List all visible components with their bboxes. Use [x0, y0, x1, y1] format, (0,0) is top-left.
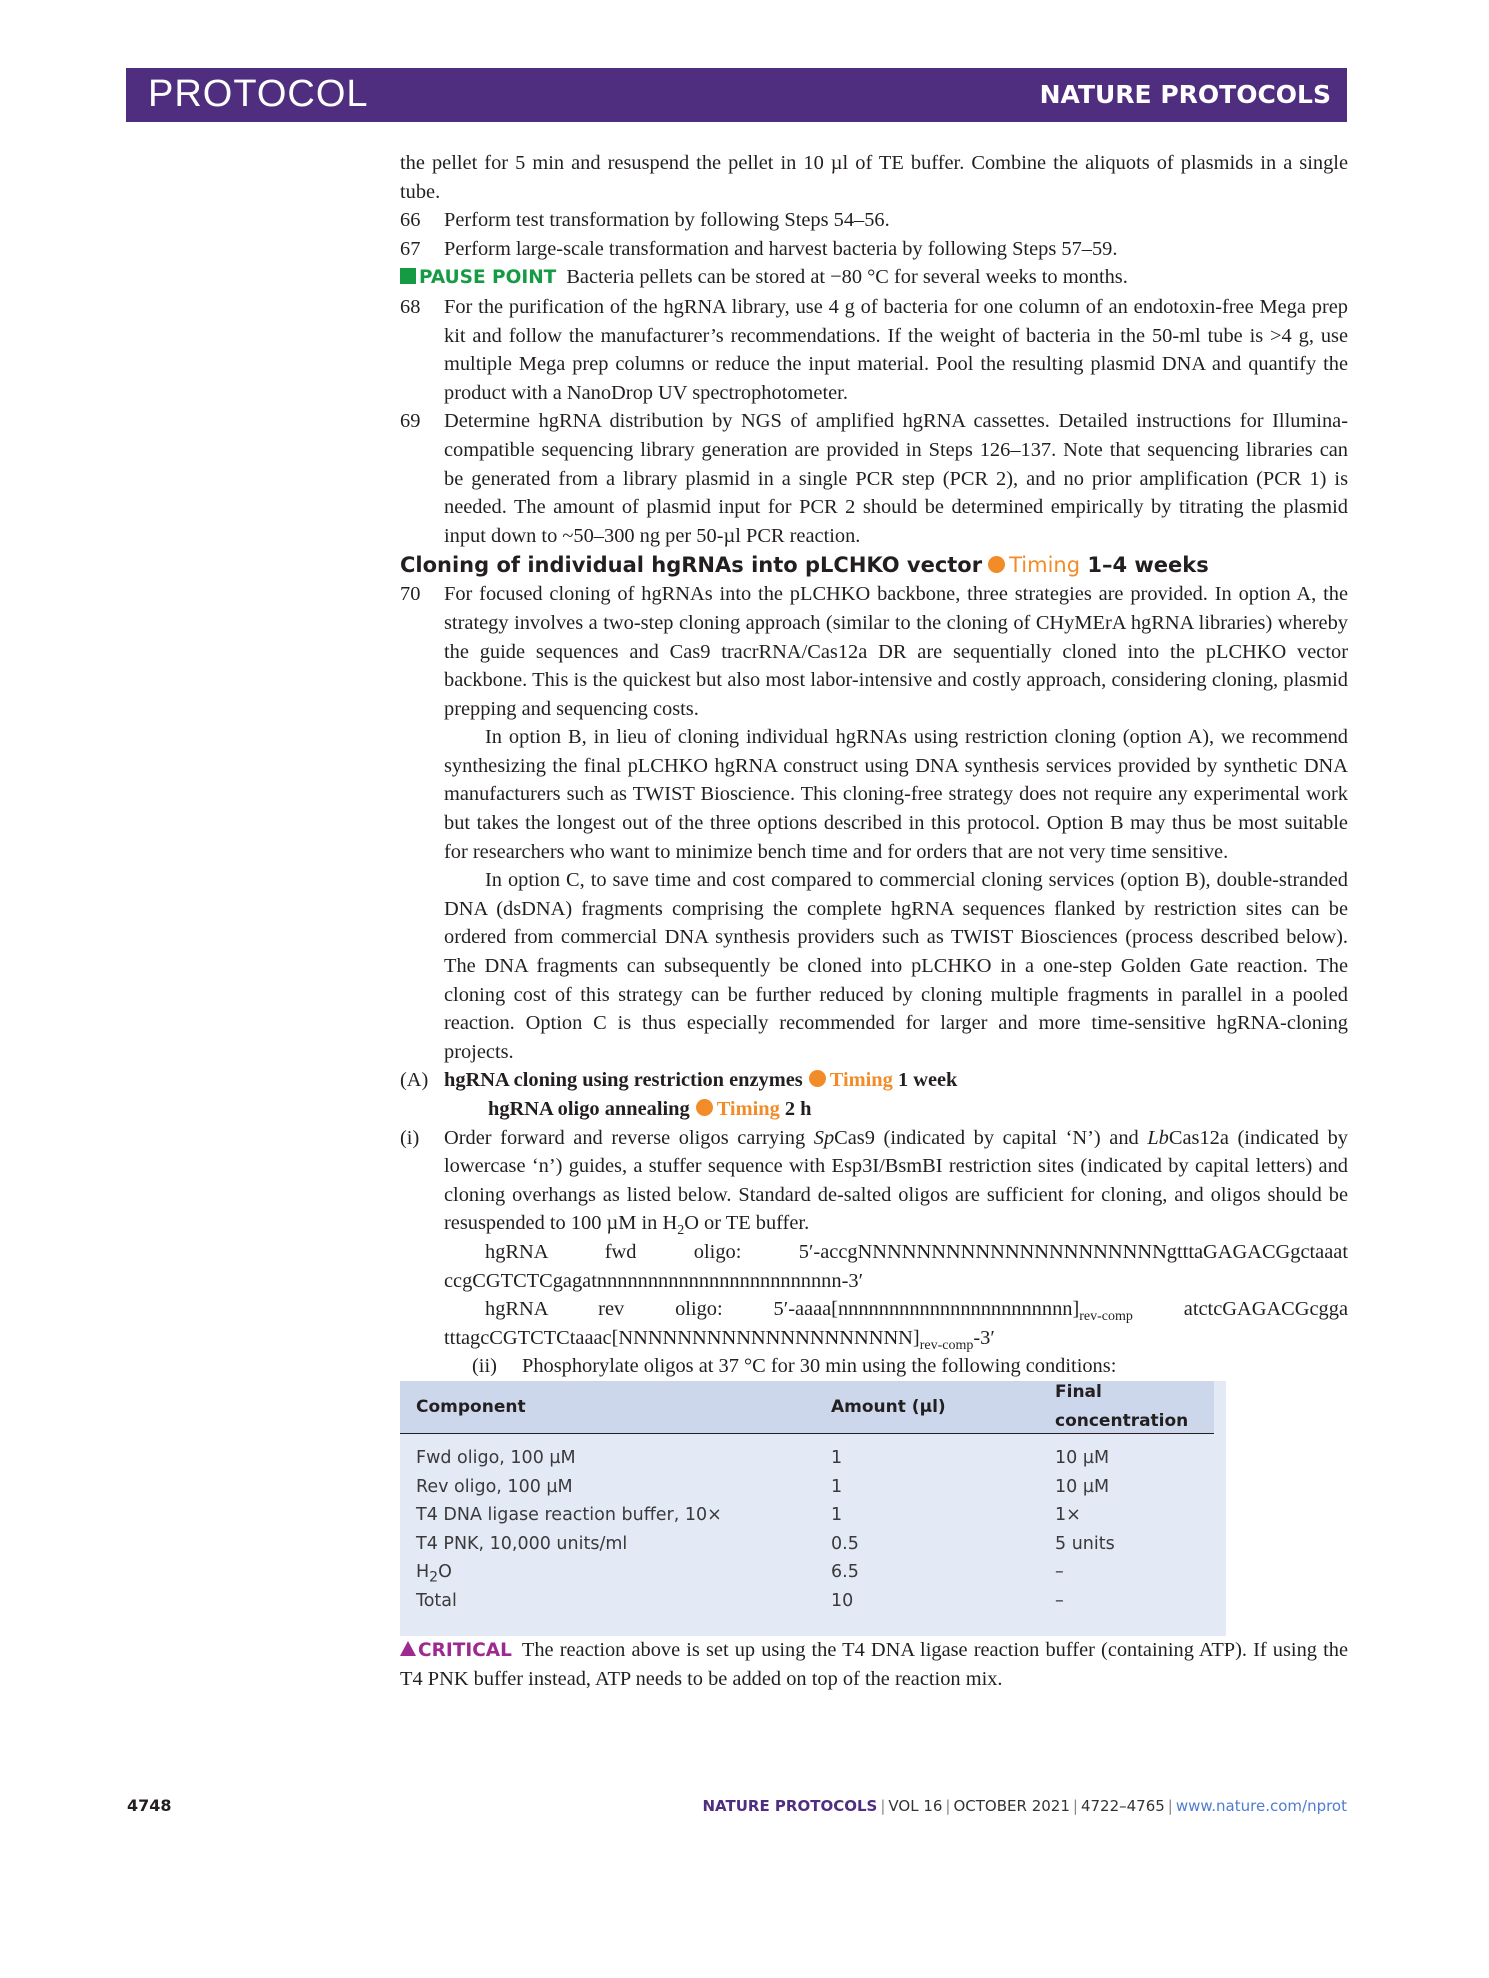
running-header — [126, 68, 1347, 122]
table-cell: 0.5 — [831, 1533, 859, 1554]
table-row — [400, 1444, 1226, 1473]
timing-label: Timing — [829, 1069, 893, 1092]
table-row — [400, 1558, 1226, 1587]
column-header: Final concentration — [1055, 1382, 1189, 1431]
table-cell: Total — [416, 1590, 457, 1611]
timing-label: Timing — [716, 1098, 780, 1120]
step-68 — [400, 293, 1348, 407]
warning-triangle-icon — [400, 1641, 416, 1656]
table-cell: Rev oligo, 100 µM — [416, 1476, 573, 1497]
roman-label: (ii) — [472, 1355, 497, 1378]
step-i-text: Order forward and reverse oligos carrying SpCas9 (indicated by capital ‘N’) and LbCas12a (indicated by lowercase ‘n’) guides, a stuffer sequence with Esp3I/BsmBI restriction sites (indicated by capital letters) and cloning overhangs as listed below. Standard de-salted oligos are sufficient for cloning, and oligos should be resuspended to 100 µM in $H_2O$ or TE buffer. — [444, 1126, 1348, 1239]
timing-dot-icon — [988, 556, 1005, 573]
table-cell: – — [1055, 1562, 1064, 1583]
step-number: 66 — [400, 209, 421, 232]
step-i — [400, 1124, 1348, 1353]
page-number: 4748 — [127, 1796, 172, 1815]
section-title: Cloning of individual hgRNAs into pLCHKO vector — [400, 553, 983, 578]
step-number: 67 — [400, 237, 421, 260]
table-cell: 10 µM — [1055, 1476, 1110, 1497]
pause-square-icon — [400, 268, 416, 284]
table-row — [400, 1473, 1226, 1502]
step-text: Determine hgRNA distribution by NGS of amplified hgRNA cassettes. Detailed instructions for Illumina-compatible sequencing library generation are provided in Steps 126–137. Note that sequencing libraries can be generated from a library plasmid in a single PCR step (PCR 2), and no prior amplification (PCR 1) is needed. The amount of plasmid input for PCR 2 should be determined empirically by titrating the plasmid input down to ~50–300 ng per 50-µl PCR reaction. — [444, 410, 1348, 547]
step-69 — [400, 407, 1348, 550]
step-number: 70 — [400, 583, 421, 606]
timing-label: Timing — [1009, 553, 1081, 578]
table-cell: 10 — [831, 1590, 854, 1611]
step-ii — [472, 1352, 1348, 1381]
paragraph-option-c: In option C, to save time and cost compared to commercial cloning services (option B), double-stranded DNA (dsDNA) fragments comprising the complete hgRNA sequences flanked by restriction sites can be ordered from commercial DNA synthesis providers such as TWIST Biosciences (process described below). The DNA fragments can subsequently be cloned into pLCHKO in a one-step Golden Gate reaction. The cloning cost of this strategy can be further reduced by cloning multiple fragments in parallel in a pooled reaction. Option C is thus especially recommended for larger and more time-sensitive hgRNA-cloning projects. — [444, 869, 1348, 1063]
main-text — [400, 149, 1348, 1694]
table-cell: 6.5 — [831, 1562, 859, 1583]
option-a-title: hgRNA cloning using restriction enzymes — [444, 1069, 803, 1092]
pause-point-text: Bacteria pellets can be stored at −80 °C for several weeks to months. — [566, 266, 1128, 289]
pause-point-label: PAUSE POINT — [419, 267, 557, 289]
table-cell: T4 PNK, 10,000 units/ml — [416, 1533, 628, 1554]
table-cell: – — [1055, 1590, 1064, 1611]
step-text: Perform test transformation by following Steps 54–56. — [444, 209, 890, 232]
footer-url-link[interactable]: www.nature.com/nprot — [1175, 1797, 1347, 1815]
paragraph-option-a: For focused cloning of hgRNAs into the pLCHKO backbone, three strategies are provided. In option A, the strategy involves a two-step cloning approach (similar to the cloning of CHyMErA hgRNA libraries) whereby the guide sequences and Cas9 tracrRNA/Cas12a DR are sequentially cloned into the pLCHKO vector backbone. This is the quickest but also most labor-intensive and costly approach, considering cloning, plasmid prepping and sequencing costs. — [444, 583, 1348, 720]
annealing-heading — [488, 1095, 1348, 1124]
timing-value: 2 h — [784, 1098, 812, 1120]
table-cell: $H_2O$ — [416, 1562, 452, 1586]
step-text: Perform large-scale transformation and harvest bacteria by following Steps 57–59. — [444, 237, 1118, 260]
footer-date: OCTOBER 2021 — [953, 1797, 1070, 1815]
table-cell: 1 — [831, 1447, 843, 1468]
table-cell: 5 units — [1055, 1533, 1115, 1554]
roman-label: (i) — [400, 1126, 420, 1149]
footer-pages: 4722–4765 — [1080, 1797, 1165, 1815]
continued-paragraph: the pellet for 5 min and resuspend the pellet in 10 µl of TE buffer. Combine the aliquots of plasmids in a single tube. — [400, 152, 1348, 203]
table-row — [400, 1501, 1226, 1530]
step-text: For the purification of the hgRNA library, use 4 g of bacteria for one column of an endotoxin-free Mega prep kit and follow the manufacturer’s recommendations. If the weight of bacteria in the 50-ml tube is >4 g, use multiple Mega prep columns or reduce the input material. Pool the resulting plasmid DNA and quantify the product with a NanoDrop UV spectrophotometer. — [444, 295, 1348, 404]
column-header: Component — [416, 1396, 526, 1417]
section-heading — [400, 550, 1348, 580]
paragraph-option-b: In option B, in lieu of cloning individual hgRNAs using restriction cloning (option A), we recommend synthesizing the final pLCHKO hgRNA construct using DNA synthesis services provided by synthetic DNA manufacturers such as TWIST Bioscience. This cloning-free strategy does not require any experimental work but takes the longest out of the three options described in this protocol. Option B may thus be most suitable for researchers who want to minimize bench time and for orders that are not very time sensitive. — [444, 726, 1348, 863]
table-cell: 1× — [1055, 1505, 1081, 1526]
rev-oligo-sequence: hgRNA rev oligo: $5'-aaaa[nnnnnnnnnnnnnnnnnnnnnnn]_{rev-comp}$ atctcGAGACGcgga $tttagcCGTCTCtaaac[NNNNNNNNNNNNNNNNNNNN]_{rev-comp}-3'$ — [444, 1298, 1348, 1353]
reaction-table — [400, 1381, 1226, 1636]
table-cell: Fwd oligo, 100 µM — [416, 1447, 576, 1468]
step-ii-text: Phosphorylate oligos at 37 °C for 30 min using the following conditions: — [522, 1355, 1117, 1378]
critical-note — [400, 1636, 1348, 1694]
timing-value: 1–4 weeks — [1087, 553, 1209, 578]
header-journal-name: NATURE PROTOCOLS — [1039, 80, 1331, 109]
critical-label: CRITICAL — [418, 1639, 512, 1661]
option-label: (A) — [400, 1069, 429, 1092]
table-cell: 1 — [831, 1505, 843, 1526]
annealing-title: hgRNA oligo annealing — [488, 1098, 690, 1120]
option-a-heading — [400, 1066, 1348, 1095]
timing-dot-icon — [809, 1070, 826, 1087]
table-cell: T4 DNA ligase reaction buffer, 10× — [416, 1505, 722, 1526]
step-66 — [400, 206, 1348, 235]
step-number: 68 — [400, 295, 421, 318]
critical-text: The reaction above is set up using the T4 DNA ligase reaction buffer (containing ATP). If using the T4 PNK buffer instead, ATP needs to be added on top of the reaction mix. — [400, 1638, 1348, 1691]
table-header — [400, 1381, 1214, 1434]
table-row — [400, 1530, 1226, 1559]
footer-journal: NATURE PROTOCOLS — [702, 1797, 878, 1815]
step-number: 69 — [400, 410, 421, 433]
step-67 — [400, 235, 1348, 264]
header-protocol-label: PROTOCOL — [148, 73, 369, 115]
fwd-oligo-sequence: hgRNA fwd oligo: 5′-accgNNNNNNNNNNNNNNNNNNNNNgtttaGAGACGgctaaat ccgCGTCTCgagatnnnnnnnnnnnnnnnnnnnnnnnn-3′ — [444, 1240, 1348, 1292]
step-70 — [400, 580, 1348, 1066]
timing-dot-icon — [696, 1099, 713, 1116]
footer-volume: VOL 16 — [888, 1797, 943, 1815]
table-row — [400, 1587, 1226, 1616]
footer-citation: NATURE PROTOCOLS | VOL 16 | OCTOBER 2021 | 4722–4765 | www.nature.com/nprot — [702, 1797, 1347, 1815]
table-cell: 1 — [831, 1476, 843, 1497]
pause-point — [400, 263, 1348, 293]
column-header: Amount (µl) — [831, 1396, 946, 1417]
table-cell: 10 µM — [1055, 1447, 1110, 1468]
timing-value: 1 week — [897, 1069, 958, 1092]
